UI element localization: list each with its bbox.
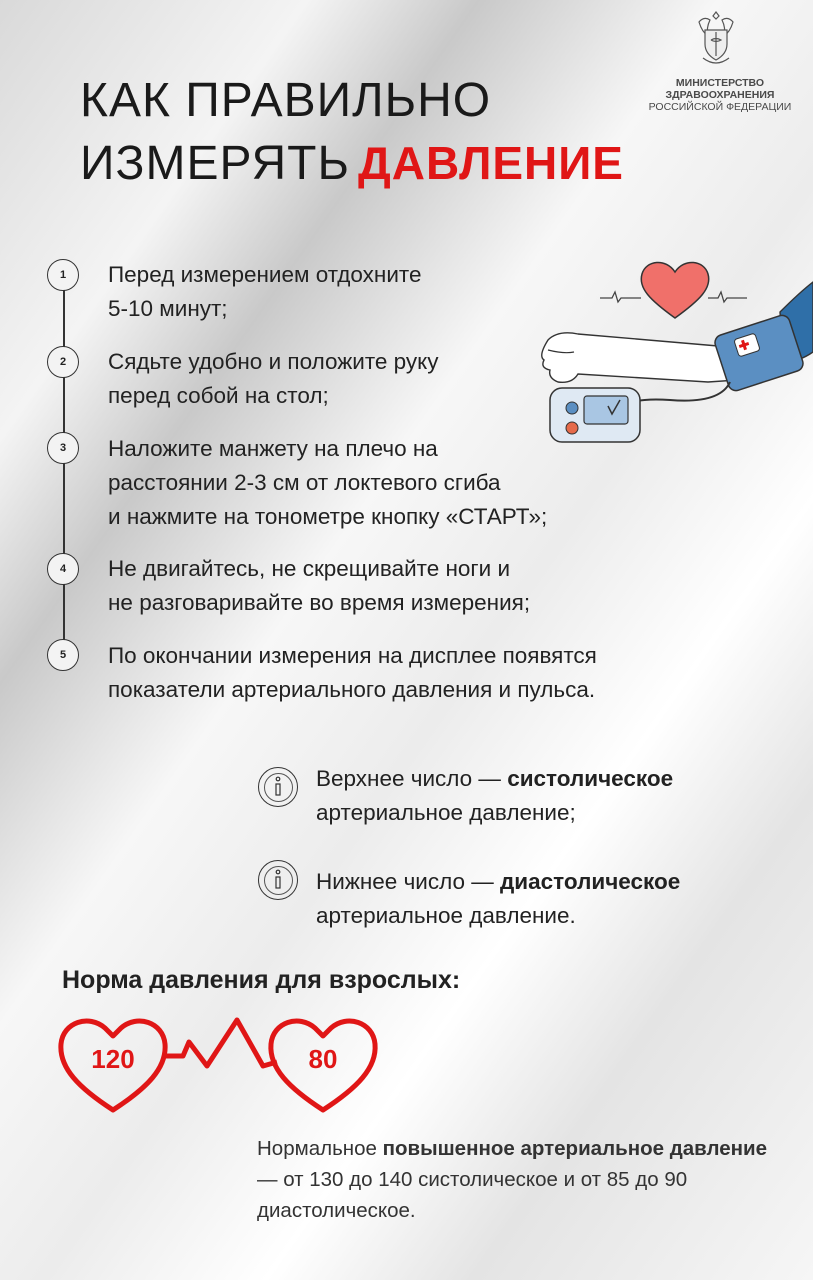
pulse-line-icon [163,1020,277,1066]
norm-note-prefix: Нормальное [257,1137,383,1160]
norm-heading: Норма давления для взрослых: [62,966,461,994]
info-diastolic-rest: артериальное давление. [316,903,576,928]
info-diastolic [316,865,680,933]
info-systolic-prefix: Верхнее число — [316,766,508,791]
arm-icon [542,333,738,382]
info-systolic [316,762,673,830]
ministry-name [630,77,810,113]
ministry-line1: МИНИСТЕРСТВО [675,77,765,89]
step-number-4: 4 [47,553,79,585]
norm-note-rest: — от 130 до 140 систолическое и от 85 до 90 диастолическое. [257,1168,688,1222]
norm-note [257,1133,777,1226]
info-systolic-bold: систолическое [507,766,674,791]
cuff-icon [713,313,805,392]
step-text-2: Сядьте удобно и положите руку перед собой на стол; [108,349,439,408]
tonometer-illustration [540,248,813,448]
norm-hearts [55,1010,385,1120]
step-text-3: Наложите манжету на плечо на расстоянии 2-3 см от локтевого сгиба и нажмите на тонометре кнопку «СТАРТ»; [108,436,548,529]
steps-timeline [63,290,65,654]
ministry-line3: РОССИЙСКОЙ ФЕДЕРАЦИИ [648,101,792,113]
step-text-1: Перед измерением отдохните 5-10 минут; [108,262,422,321]
step-number-2: 2 [47,346,79,378]
norm-diastolic: 80 [308,1044,338,1074]
ministry-line2: ЗДРАВООХРАНЕНИЯ [665,89,775,101]
page-title-highlight: ДАВЛЕНИЕ [358,137,624,189]
page-title-line1: КАК ПРАВИЛЬНО [80,74,492,127]
heart-icon [641,262,709,318]
info-systolic-rest: артериальное давление; [316,800,576,825]
info-diastolic-prefix: Нижнее число — [316,869,501,894]
step-text-4: Не двигайтесь, не скрещивайте ноги и не разговаривайте во время измерения; [108,556,531,615]
step-number-5: 5 [47,639,79,671]
page-title-line2: ИЗМЕРЯТЬ [80,137,350,190]
info-icon [258,767,298,807]
step-number-1: 1 [47,259,79,291]
info-icon [258,860,298,900]
norm-systolic: 120 [91,1044,135,1074]
step-number-3: 3 [47,432,79,464]
info-diastolic-bold: диастолическое [500,869,681,894]
step-text-5: По окончании измерения на дисплее появятся показатели артериального давления и пульса. [108,643,597,702]
ministry-emblem-icon [693,8,739,72]
norm-note-bold: повышенное артериальное давление [382,1137,767,1160]
